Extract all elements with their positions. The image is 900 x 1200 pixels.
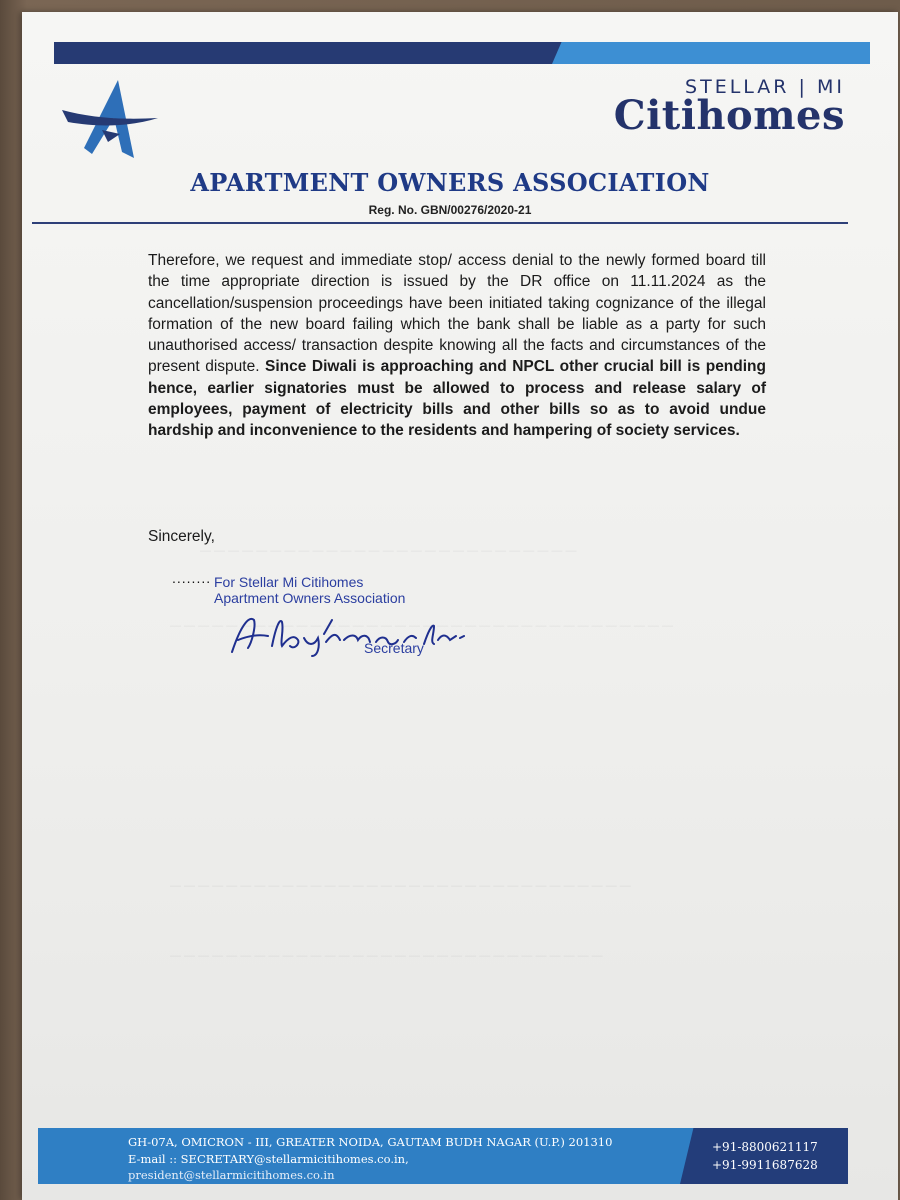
- body-text-bold: Since Diwali is approaching and NPCL other crucial bill is pending hence, earlier signatories must be allowed to process and release salary of employees, payment of electricity bills and other bills so as to avoid undue hardship and inconvenience to the residents and hampering of society services.: [148, 358, 766, 440]
- letter-body-paragraph: [148, 250, 766, 442]
- bleed-through-text: — — — — — — — — — — — — — — — — — — — — — — — — — — — — — — — — —: [170, 880, 631, 892]
- footer-email-secretary: E-mail :: SECRETARY@stellarmicitihomes.co.in,: [128, 1152, 409, 1166]
- bleed-through-text: — — — — — — — — — — — — — — — — — — — — — — — — — — — — — — —: [170, 950, 603, 962]
- handwritten-signature: [228, 612, 478, 658]
- header-band-dark: [54, 42, 570, 64]
- brand-name: Citihomes: [613, 92, 845, 139]
- footer-phone-panel: [680, 1128, 848, 1184]
- association-title: APARTMENT OWNERS ASSOCIATION: [190, 168, 710, 197]
- body-text-normal: Therefore, we request and immediate stop/ access denial to the newly formed board till the time appropriate direction is issued by the DR office on 11.11.2024 as the cancellation/suspension proceedings have been initiated taking cognizance of the illegal formation of the new board failing which the bank shall be liable as a party for such unauthorised access/ transaction despite knowing all the facts and circumstances of the present dispute.: [148, 252, 766, 376]
- bleed-through-text: — — — — — — — — — — — — — — — — — — — — — — — — — — — — — — — — — — — —: [170, 620, 673, 632]
- salutation: Sincerely,: [148, 528, 215, 545]
- header-band-light: [552, 42, 870, 64]
- stamp-for-line: For Stellar Mi Citihomes: [214, 574, 364, 590]
- registration-number: Reg. No. GBN/00276/2020-21: [368, 203, 532, 217]
- brand-tagline: STELLAR | MI: [685, 76, 845, 98]
- star-logo-icon: [62, 78, 158, 164]
- stamp-role: Secretary: [364, 640, 424, 656]
- footer-phone-2: +91-9911687628: [712, 1158, 818, 1172]
- footer-phone-1: +91-8800621117: [712, 1140, 818, 1154]
- footer-address: GH-07A, OMICRON - III, GREATER NOIDA, GAUTAM BUDH NAGAR (U.P.) 201310: [128, 1135, 613, 1149]
- header-divider: [32, 222, 848, 224]
- footer-email-president: president@stellarmicitihomes.co.in: [128, 1168, 335, 1182]
- signature-dots: ........: [172, 570, 212, 586]
- bleed-through-text: — — — — — — — — — — — — — — — — — — — — — — — — — — —: [200, 545, 577, 557]
- stamp-org-line: Apartment Owners Association: [214, 590, 406, 606]
